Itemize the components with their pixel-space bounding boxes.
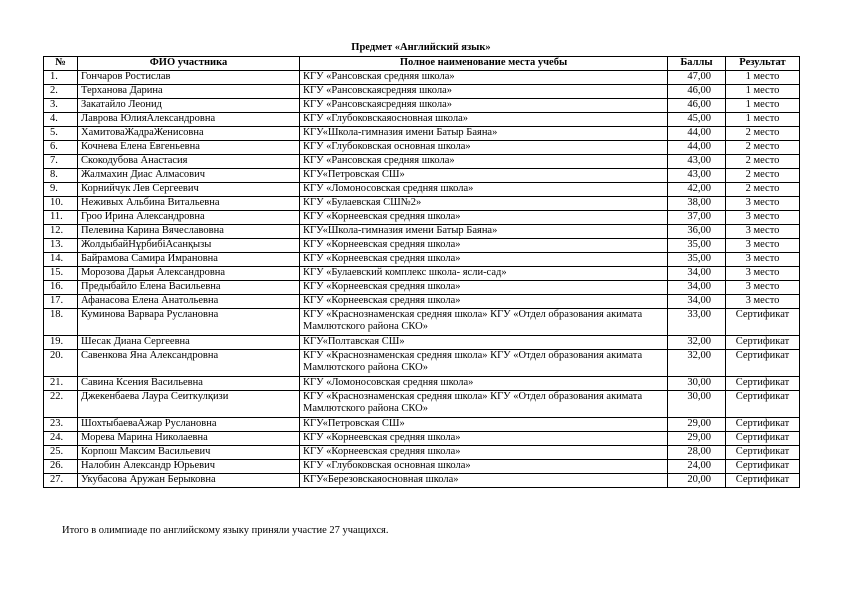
school-name: КГУ «Рансовскаясредняя школа» <box>300 99 668 113</box>
table-row <box>44 295 800 309</box>
score-value: 37,00 <box>668 211 726 225</box>
participant-name: ЖолдыбайНұрбибіАсанқызы <box>78 239 300 253</box>
school-name: КГУ «Рансовская средняя школа» <box>300 155 668 169</box>
row-number: 20. <box>44 350 78 377</box>
score-value: 34,00 <box>668 267 726 281</box>
participant-name: Скокодубова Анастасия <box>78 155 300 169</box>
participant-name: Пелевина Карина Вячеславовна <box>78 225 300 239</box>
score-value: 42,00 <box>668 183 726 197</box>
row-number: 15. <box>44 267 78 281</box>
result-value: Сертификат <box>726 432 800 446</box>
school-name: КГУ «Корнеевская средняя школа» <box>300 253 668 267</box>
row-number: 19. <box>44 336 78 350</box>
participant-name: Гончаров Ростислав <box>78 71 300 85</box>
result-value: 2 место <box>726 127 800 141</box>
result-value: 3 место <box>726 281 800 295</box>
participant-name: Корпош Максим Васильевич <box>78 446 300 460</box>
result-value: 2 место <box>726 155 800 169</box>
participant-name: Морева Марина Николаевна <box>78 432 300 446</box>
header-participant-name: ФИО участника <box>78 57 300 71</box>
header-number: № <box>44 57 78 71</box>
participant-name: Савина Ксения Васильевна <box>78 377 300 391</box>
table-row <box>44 309 800 336</box>
school-name: КГУ «Глубоковская основная школа» <box>300 460 668 474</box>
participant-name: Шесак Диана Сергеевна <box>78 336 300 350</box>
score-value: 28,00 <box>668 446 726 460</box>
result-value: 3 место <box>726 225 800 239</box>
participant-name: Куминова Варвара Руслановна <box>78 309 300 336</box>
table-row <box>44 474 800 488</box>
school-name: КГУ «Корнеевская средняя школа» <box>300 281 668 295</box>
header-school-name: Полное наименование места учебы <box>300 57 668 71</box>
document-footer: Итого в олимпиаде по английскому языку приняли участие 27 учащихся. <box>62 525 389 536</box>
score-value: 43,00 <box>668 155 726 169</box>
table-row <box>44 460 800 474</box>
school-name: КГУ «Краснознаменская средняя школа» КГУ «Отдел образования акимата Мамлютского района СКО» <box>300 309 668 336</box>
row-number: 10. <box>44 197 78 211</box>
score-value: 20,00 <box>668 474 726 488</box>
school-name: КГУ «Корнеевская средняя школа» <box>300 295 668 309</box>
school-name: КГУ «Глубоковскаяосновная школа» <box>300 113 668 127</box>
result-value: Сертификат <box>726 377 800 391</box>
table-row <box>44 391 800 418</box>
score-value: 44,00 <box>668 127 726 141</box>
table-body <box>44 71 800 488</box>
table-row <box>44 141 800 155</box>
school-name: КГУ «Краснознаменская средняя школа» КГУ «Отдел образования акимата Мамлютского района СКО» <box>300 391 668 418</box>
participant-name: Налобин Александр Юрьевич <box>78 460 300 474</box>
score-value: 33,00 <box>668 309 726 336</box>
score-value: 34,00 <box>668 295 726 309</box>
row-number: 6. <box>44 141 78 155</box>
table-row <box>44 418 800 432</box>
score-value: 45,00 <box>668 113 726 127</box>
score-value: 29,00 <box>668 418 726 432</box>
row-number: 23. <box>44 418 78 432</box>
participant-name: Джекенбаева Лаура Сеиткулқизи <box>78 391 300 418</box>
school-name: КГУ «Ломоносовская средняя школа» <box>300 183 668 197</box>
row-number: 12. <box>44 225 78 239</box>
result-value: Сертификат <box>726 418 800 432</box>
row-number: 7. <box>44 155 78 169</box>
row-number: 27. <box>44 474 78 488</box>
table-row <box>44 71 800 85</box>
result-value: Сертификат <box>726 350 800 377</box>
score-value: 30,00 <box>668 391 726 418</box>
score-value: 46,00 <box>668 99 726 113</box>
score-value: 38,00 <box>668 197 726 211</box>
table-row <box>44 85 800 99</box>
row-number: 16. <box>44 281 78 295</box>
school-name: КГУ «Краснознаменская средняя школа» КГУ «Отдел образования акимата Мамлютского района СКО» <box>300 350 668 377</box>
row-number: 3. <box>44 99 78 113</box>
result-value: 3 место <box>726 253 800 267</box>
score-value: 47,00 <box>668 71 726 85</box>
school-name: КГУ «Рансовскаясредняя школа» <box>300 85 668 99</box>
row-number: 2. <box>44 85 78 99</box>
score-value: 34,00 <box>668 281 726 295</box>
table-row <box>44 336 800 350</box>
school-name: КГУ «Рансовская средняя школа» <box>300 71 668 85</box>
result-value: Сертификат <box>726 309 800 336</box>
score-value: 24,00 <box>668 460 726 474</box>
result-value: 2 место <box>726 141 800 155</box>
participant-name: Афанасова Елена Анатольевна <box>78 295 300 309</box>
row-number: 4. <box>44 113 78 127</box>
school-name: КГУ«Петровская СШ» <box>300 418 668 432</box>
school-name: КГУ «Ломоносовская средняя школа» <box>300 377 668 391</box>
result-value: 1 место <box>726 71 800 85</box>
row-number: 14. <box>44 253 78 267</box>
table-row <box>44 169 800 183</box>
score-value: 43,00 <box>668 169 726 183</box>
result-value: Сертификат <box>726 446 800 460</box>
score-value: 46,00 <box>668 85 726 99</box>
score-value: 29,00 <box>668 432 726 446</box>
row-number: 26. <box>44 460 78 474</box>
participant-name: ШохтыбаеваАжар Руслановна <box>78 418 300 432</box>
table-row <box>44 183 800 197</box>
result-value: 3 место <box>726 267 800 281</box>
row-number: 24. <box>44 432 78 446</box>
result-value: Сертификат <box>726 474 800 488</box>
participant-name: Байрамова Самира Имрановна <box>78 253 300 267</box>
table-row <box>44 99 800 113</box>
table-row <box>44 127 800 141</box>
table-row <box>44 350 800 377</box>
participant-name: Предыбайло Елена Васильевна <box>78 281 300 295</box>
result-value: Сертификат <box>726 460 800 474</box>
score-value: 35,00 <box>668 239 726 253</box>
table-row <box>44 155 800 169</box>
result-value: 3 место <box>726 211 800 225</box>
document-title: Предмет «Английский язык» <box>351 42 491 53</box>
participant-name: Терханова Дарина <box>78 85 300 99</box>
row-number: 5. <box>44 127 78 141</box>
result-value: 1 место <box>726 113 800 127</box>
participant-name: Неживых Альбина Витальевна <box>78 197 300 211</box>
result-value: 3 место <box>726 239 800 253</box>
participant-name: ХамитоваЖадраЖенисовна <box>78 127 300 141</box>
table-row <box>44 377 800 391</box>
participant-name: Кочнева Елена Евгеньевна <box>78 141 300 155</box>
score-value: 44,00 <box>668 141 726 155</box>
row-number: 11. <box>44 211 78 225</box>
school-name: КГУ«Школа-гимназия имени Батыр Баяна» <box>300 127 668 141</box>
participant-name: Укубасова Аружан Берыковна <box>78 474 300 488</box>
school-name: КГУ «Корнеевская средняя школа» <box>300 239 668 253</box>
score-value: 30,00 <box>668 377 726 391</box>
participant-name: Морозова Дарья Александровна <box>78 267 300 281</box>
school-name: КГУ«Березовскаяосновная школа» <box>300 474 668 488</box>
score-value: 32,00 <box>668 336 726 350</box>
participant-name: Савенкова Яна Александровна <box>78 350 300 377</box>
participant-name: Закатайло Леонид <box>78 99 300 113</box>
score-value: 36,00 <box>668 225 726 239</box>
table-row <box>44 239 800 253</box>
header-result: Результат <box>726 57 800 71</box>
row-number: 9. <box>44 183 78 197</box>
result-value: 1 место <box>726 99 800 113</box>
table-row <box>44 197 800 211</box>
header-score: Баллы <box>668 57 726 71</box>
result-value: Сертификат <box>726 336 800 350</box>
row-number: 13. <box>44 239 78 253</box>
school-name: КГУ «Корнеевская средняя школа» <box>300 211 668 225</box>
row-number: 25. <box>44 446 78 460</box>
row-number: 17. <box>44 295 78 309</box>
school-name: КГУ«Школа-гимназия имени Батыр Баяна» <box>300 225 668 239</box>
school-name: КГУ «Глубоковская основная школа» <box>300 141 668 155</box>
result-value: 3 место <box>726 197 800 211</box>
table-row <box>44 432 800 446</box>
table-row <box>44 225 800 239</box>
table-row <box>44 253 800 267</box>
result-value: 3 место <box>726 295 800 309</box>
row-number: 1. <box>44 71 78 85</box>
row-number: 18. <box>44 309 78 336</box>
row-number: 21. <box>44 377 78 391</box>
table-row <box>44 113 800 127</box>
result-value: Сертификат <box>726 391 800 418</box>
table-row <box>44 211 800 225</box>
row-number: 22. <box>44 391 78 418</box>
school-name: КГУ«Петровская СШ» <box>300 169 668 183</box>
participant-name: Корнийчук Лев Сергеевич <box>78 183 300 197</box>
result-value: 1 место <box>726 85 800 99</box>
table-row <box>44 281 800 295</box>
school-name: КГУ «Корнеевская средняя школа» <box>300 432 668 446</box>
result-value: 2 место <box>726 183 800 197</box>
table-header-row <box>44 57 800 71</box>
participant-name: Лаврова ЮлияАлександровна <box>78 113 300 127</box>
results-table <box>43 56 800 488</box>
table-row <box>44 267 800 281</box>
school-name: КГУ«Полтавская СШ» <box>300 336 668 350</box>
table-row <box>44 446 800 460</box>
participant-name: Жалмахин Диас Алмасович <box>78 169 300 183</box>
score-value: 35,00 <box>668 253 726 267</box>
participant-name: Гроо Ирина Александровна <box>78 211 300 225</box>
result-value: 2 место <box>726 169 800 183</box>
score-value: 32,00 <box>668 350 726 377</box>
row-number: 8. <box>44 169 78 183</box>
school-name: КГУ «Булаевская СШ№2» <box>300 197 668 211</box>
school-name: КГУ «Корнеевская средняя школа» <box>300 446 668 460</box>
school-name: КГУ «Булаевский комплекс школа- ясли-сад» <box>300 267 668 281</box>
